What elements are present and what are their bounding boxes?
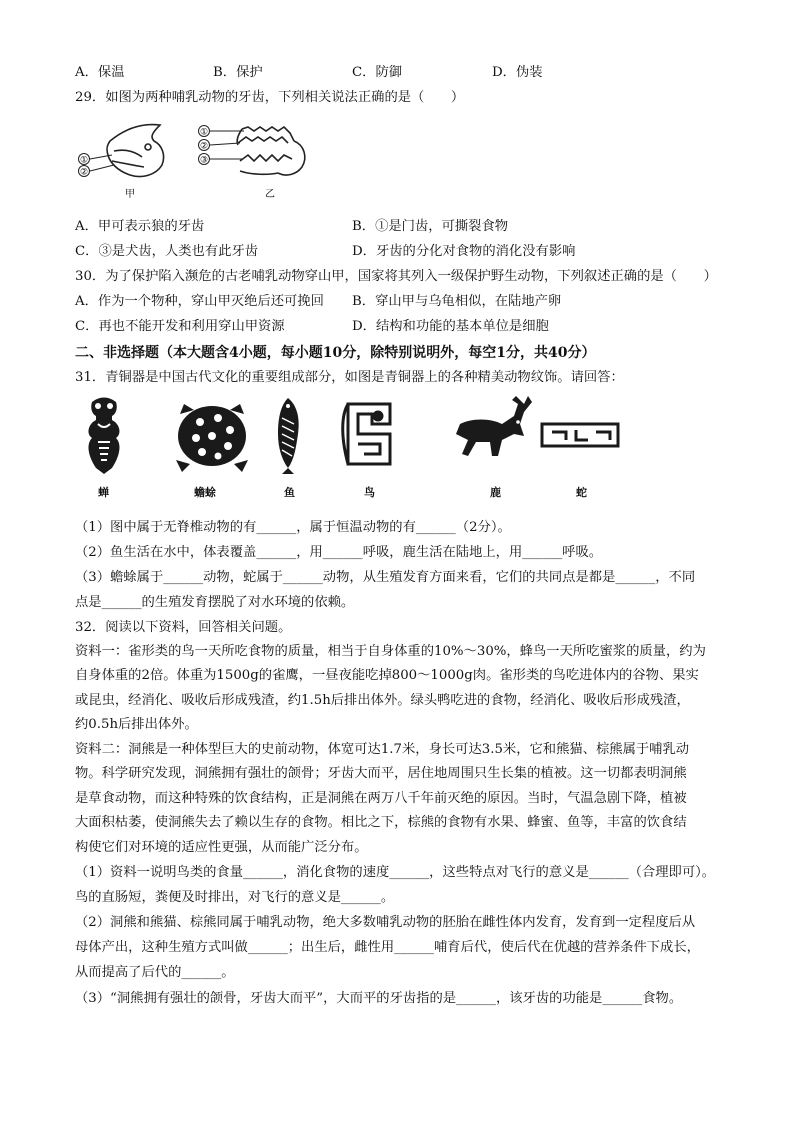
q32-sub2-line2: 母体产出，这种生殖方式叫做______；出生后，雌性用______哺育后代，使后代在优越的营养条件下成长，	[75, 940, 700, 955]
animal-label-deer: 鹿	[490, 486, 501, 499]
q32-sub3: （3）“洞熊拥有强壮的颌骨，牙齿大而平”，大而平的牙齿指的是______，该牙齿的功能是______食物。	[75, 991, 683, 1006]
teeth-figure	[72, 115, 312, 207]
toad-motif	[176, 404, 248, 472]
bronze-animals-svg	[72, 394, 632, 476]
q32-sub1-line2: 鸟的直肠短，粪便及时排出，对飞行的意义是______。	[75, 890, 395, 905]
q32-sub1-line1: （1）资料一说明鸟类的食量______，消化食物的速度______，这些特点对飞行的意义是______（合理即可）。	[75, 865, 716, 880]
q29-option-c: C．③是犬齿，人类也有此牙齿	[75, 244, 259, 259]
q30-option-b: B．穿山甲与乌龟相似，在陆地产卵	[352, 294, 562, 309]
section-2-title: 二、非选择题（本大题含4小题，每小题10分，除特别说明外，每空1分，共40分）	[75, 345, 596, 361]
q32-sub2-line1: （2）洞熊和熊猫、棕熊同属于哺乳动物，绝大多数哺乳动物的胚胎在雌性体内发育，发育到一定程度后从	[75, 915, 696, 930]
q28-option-d: D．伪装	[492, 65, 543, 80]
q32-material2-line1: 资料二：洞熊是一种体型巨大的史前动物，体宽可达1.7米，身长可达3.5米，它和熊猫、棕熊属于哺乳动	[75, 742, 690, 757]
q31-sub2: （2）鱼生活在水中，体表覆盖______，用______呼吸，鹿生活在陆地上，用______呼吸。	[75, 545, 603, 560]
q31-stem: 31．青铜器是中国古代文化的重要组成部分，如图是青铜器上的各种精美动物纹饰。请回答：	[75, 370, 624, 385]
q32-material2-line4: 大面积枯萎，使洞熊失去了赖以生存的食物。相比之下，棕熊的食物有水果、蜂蜜、鱼等，丰富的饮食结	[75, 815, 687, 830]
skull-jia	[107, 125, 164, 177]
fish-motif	[278, 398, 299, 474]
animal-label-fish: 鱼	[284, 486, 295, 499]
q32-material2-line5: 构使它们对环境的适应性更强，从而能广泛分布。	[75, 840, 368, 855]
cicada-motif	[89, 398, 120, 475]
q32-material2-line3: 是草食动物，而这种特殊的饮食结构，正是洞熊在两万八千年前灭绝的原因。当时，气温急剧下降，植被	[75, 791, 687, 806]
q30-stem: 30．为了保护陷入濒危的古老哺乳动物穿山甲，国家将其列入一级保护野生动物，下列叙述正确的是（ ）	[75, 269, 717, 284]
q31-sub3-line1: （3）蟾蜍属于______动物，蛇属于______动物，从生殖发育方面来看，它们的共同点是都是______，不同	[75, 570, 696, 585]
q29-stem: 29．如图为两种哺乳动物的牙齿，下列相关说法正确的是（ ）	[75, 90, 465, 105]
q32-stem: 32．阅读以下资料，回答相关问题。	[75, 620, 292, 635]
teeth-diagram	[72, 115, 312, 207]
label-2-yi: ②	[199, 141, 209, 152]
label-2-jia: ②	[79, 167, 89, 178]
q29-option-d: D．牙齿的分化对食物的消化没有影响	[352, 244, 576, 259]
animal-label-snake: 蛇	[576, 486, 587, 499]
q32-material1-line1: 资料一：雀形类的鸟一天所吃食物的质量，相当于自身体重的10%～30%，蜂鸟一天所吃蜜浆的质量，约为	[75, 644, 706, 659]
q32-material1-line4: 约0.5h后排出体外。	[75, 717, 198, 732]
q32-material2-line2: 物。科学研究发现，洞熊拥有强壮的颌骨；牙齿大而平，居住地周围只生长集的植被。这一切都表明洞熊	[75, 766, 687, 781]
q32-sub2-line3: 从而提高了后代的______。	[75, 965, 235, 980]
label-3-yi: ③	[199, 155, 209, 166]
bronze-animals-figure	[72, 394, 632, 504]
animal-label-bird: 鸟	[364, 486, 375, 499]
q32-material1-line3: 或昆虫，经消化、吸收后形成残渣，约1.5h后排出体外。绿头鸭吃进的食物，经消化、吸收后形成残渣，	[75, 693, 690, 708]
q29-option-b: B．①是门齿，可撕裂食物	[352, 219, 509, 234]
q32-material1-line2: 自身体重的2倍。体重为1500g的雀鹰，一昼夜能吃掉800～1000g肉。雀形类的鸟吃进体内的谷物、果实	[75, 668, 699, 683]
q30-option-a: A．作为一个物种，穿山甲灭绝后还可挽回	[75, 294, 324, 309]
q29-option-a: A．甲可表示狼的牙齿	[75, 219, 205, 234]
label-jia: 甲	[125, 189, 135, 200]
label-yi: 乙	[265, 189, 275, 200]
animal-label-cicada: 蝉	[98, 486, 109, 499]
q28-option-b: B．保护	[213, 65, 263, 80]
label-1-jia: ①	[79, 155, 89, 166]
label-1-yi: ①	[199, 127, 209, 138]
skull-yi	[237, 127, 305, 175]
q31-sub3-line2: 点是______的生殖发育摆脱了对水环境的依赖。	[75, 595, 355, 610]
q30-option-d: D．结构和功能的基本单位是细胞	[352, 319, 549, 334]
q28-option-a: A．保温	[75, 65, 125, 80]
q31-sub1: （1）图中属于无脊椎动物的有______，属于恒温动物的有______（2分）。	[75, 520, 511, 535]
bird-motif	[343, 404, 390, 464]
q28-option-c: C．防御	[352, 65, 403, 80]
snake-motif	[542, 424, 618, 446]
q30-option-c: C．再也不能开发和利用穿山甲资源	[75, 319, 285, 334]
animal-label-toad: 蟾蜍	[194, 486, 216, 499]
deer-motif	[456, 396, 532, 456]
